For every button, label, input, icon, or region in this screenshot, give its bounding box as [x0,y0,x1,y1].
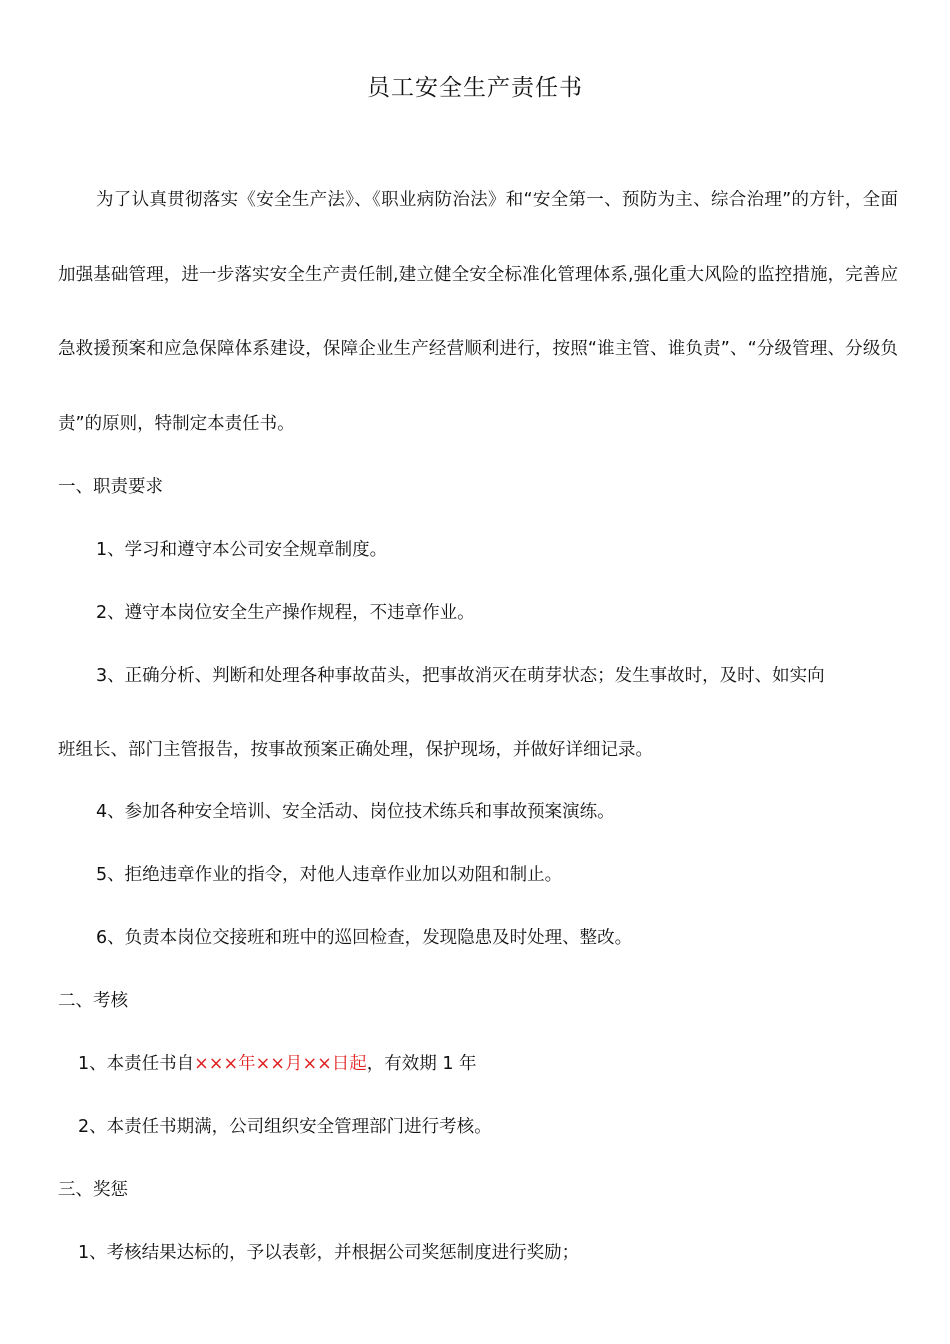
assessment-item-1-suffix: ，有效期 1 年 [366,1054,477,1074]
duty-item-5: 5、拒绝违章作业的指令，对他人违章作业加以劝阻和制止。 [96,865,563,885]
duty-item-1: 1、学习和遵守本公司安全规章制度。 [96,540,388,560]
duty-item-6: 6、负责本岗位交接班和班中的巡回检查，发现隐患及时处理、整改。 [96,928,633,948]
section-heading-duties: 一、职责要求 [58,477,163,497]
document-title: 员工安全生产责任书 [367,75,583,101]
duty-item-3-line-2: 班组长、部门主管报告，按事故预案正确处理，保护现场，并做好详细记录。 [58,740,653,760]
rewards-item-1: 1、考核结果达标的，予以表彰，并根据公司奖惩制度进行奖励； [78,1243,580,1263]
duty-item-4: 4、参加各种安全培训、安全活动、岗位技术练兵和事故预案演练。 [96,802,615,822]
section-heading-rewards: 三、奖惩 [58,1180,128,1200]
duty-item-3-line-1: 3、正确分析、判断和处理各种事故苗头，把事故消灭在萌芽状态；发生事故时，及时、如实向 [96,666,825,686]
assessment-item-1-prefix: 1、本责任书自 [78,1054,195,1074]
intro-paragraph: 为了认真贯彻落实《安全生产法》、《职业病防治法》和“安全第一、预防为主、综合治理”的方针，全面加强基础管理，进一步落实安全生产责任制,建立健全安全标准化管理体系,强化重大风险的监控措施，完善应急救援预案和应急保障体系建设，保障企业生产经营顺利进行，按照“谁主管、谁负责”、“分级管理、分级负责”的原则，特制定本责任书。 [58,190,898,434]
validity-start-date: ×××年××月××日起 [194,1054,367,1074]
assessment-item-1 [78,1051,477,1077]
assessment-item-2: 2、本责任书期满，公司组织安全管理部门进行考核。 [78,1117,492,1137]
section-heading-assessment: 二、考核 [58,991,128,1011]
duty-item-2: 2、遵守本岗位安全生产操作规程，不违章作业。 [96,603,475,623]
